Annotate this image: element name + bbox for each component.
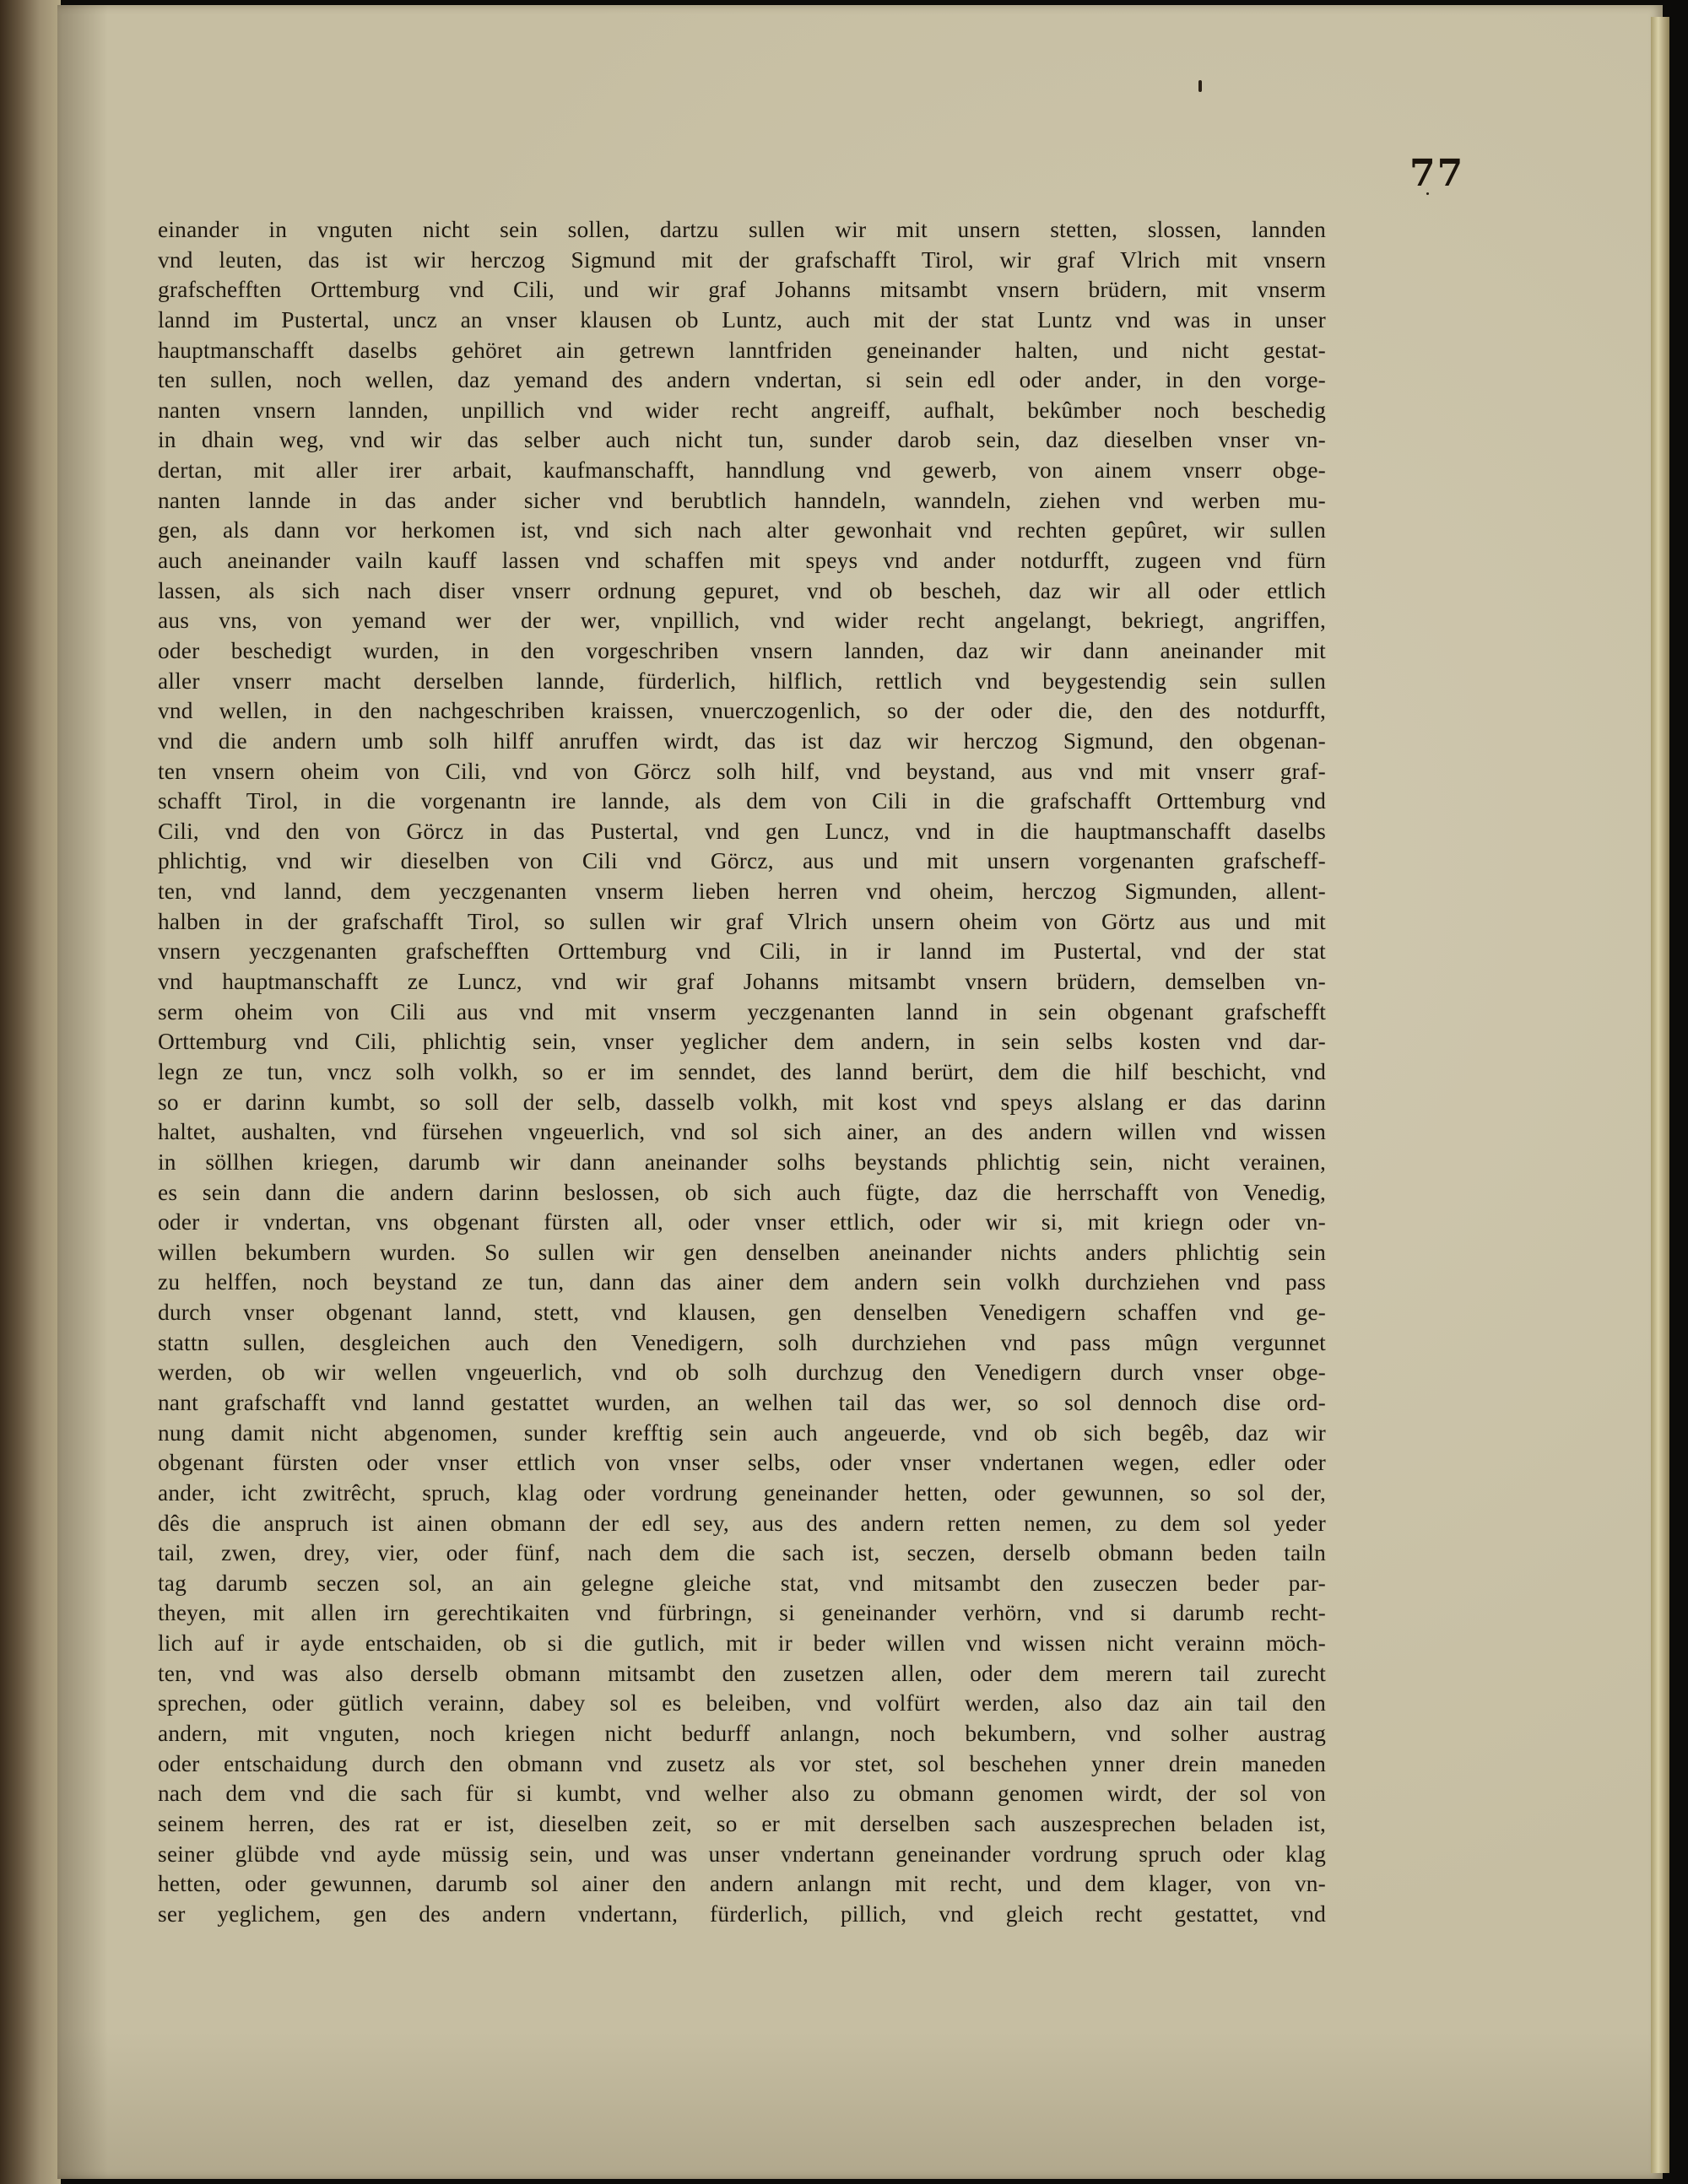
- text-line: legn ze tun, vncz solh volkh, so er im senndet, des lannd berürt, dem die hilf beschicht, vnd: [158, 1058, 1326, 1084]
- text-line: seiner glübde vnd ayde müssig sein, und was unser vndertann geneinander vordrung spruch oder klag: [158, 1841, 1326, 1867]
- text-line: nanten vnsern lannden, unpillich vnd wider recht angreiff, aufhalt, bekûmber noch beschedig: [158, 397, 1326, 423]
- text-line: lassen, als sich nach diser vnserr ordnung gepuret, vnd ob bescheh, daz wir all oder ettlich: [158, 577, 1326, 603]
- text-line: hauptmanschafft daselbs gehöret ain getrewn lanntfriden geneinander halten, und nicht gestat-: [158, 337, 1326, 363]
- text-line: so er darinn kumbt, so soll der selb, dasselb volkh, mit kost vnd speys alslang er das darinn: [158, 1089, 1326, 1115]
- text-line: dês die anspruch ist ainen obmann der edl sey, aus des andern retten nemen, zu dem sol yeder: [158, 1510, 1326, 1536]
- text-line: sprechen, oder gütlich verainn, dabey sol es beleiben, vnd volfürt werden, also daz ain tail den: [158, 1690, 1326, 1716]
- text-line: ander, icht zwitrêcht, spruch, klag oder vordrung geneinander hetten, oder gewunnen, so sol der,: [158, 1479, 1326, 1506]
- text-line: ten vnsern oheim von Cili, vnd von Görcz solh hilf, vnd beystand, aus vnd mit vnserr graf-: [158, 758, 1326, 784]
- ink-speck: [1198, 80, 1202, 92]
- page-number: 77: [1409, 152, 1465, 195]
- text-line: ten sullen, noch wellen, daz yemand des andern vndertan, si sein edl oder ander, in den vorge-: [158, 367, 1326, 393]
- text-line: tag darumb seczen sol, an ain gelegne gleiche stat, vnd mitsambt den zuseczen beder par-: [158, 1570, 1326, 1596]
- text-line: Orttemburg vnd Cili, phlichtig sein, vnser yeglicher dem andern, in sein selbs kosten vnd dar-: [158, 1029, 1326, 1055]
- text-line: aus vns, von yemand wer der wer, vnpillich, vnd wider recht angelangt, bekriegt, angriffen,: [158, 608, 1326, 634]
- text-line: andern, mit vnguten, noch kriegen nicht bedurff anlangn, noch bekumbern, vnd solher austrag: [158, 1721, 1326, 1747]
- text-line: ten, vnd was also derselb obmann mitsambt den zusetzen allen, oder dem merern tail zurecht: [158, 1660, 1326, 1686]
- text-line: oder beschedigt wurden, in den vorgeschriben vnsern lannden, daz wir dann aneinander mit: [158, 637, 1326, 663]
- text-line: dertan, mit aller irer arbait, kaufmanschafft, hanndlung vnd gewerb, von ainem vnserr obge-: [158, 457, 1326, 484]
- text-line: phlichtig, vnd wir dieselben von Cili vnd Görcz, aus und mit unsern vorgenanten grafscheff-: [158, 848, 1326, 874]
- text-line: oder ir vndertan, vns obgenant fürsten all, oder vnser ettlich, oder wir si, mit kriegn oder vn-: [158, 1209, 1326, 1235]
- text-line: willen bekumbern wurden. So sullen wir gen denselben aneinander nichts anders phlichtig sein: [158, 1239, 1326, 1265]
- text-line: halben in der grafschafft Tirol, so sullen wir graf Vlrich unsern oheim von Görtz aus und mit: [158, 908, 1326, 934]
- text-line: Cili, vnd den von Görcz in das Pustertal, vnd gen Luncz, vnd in die hauptmanschafft daselbs: [158, 818, 1326, 844]
- text-line: nach dem vnd die sach für si kumbt, vnd welher also zu obmann genomen wirdt, der sol von: [158, 1781, 1326, 1807]
- book-spine: [0, 0, 61, 2184]
- text-line: hetten, oder gewunnen, darumb sol ainer den andern anlangn mit recht, und dem klager, von vn-: [158, 1871, 1326, 1897]
- text-line: grafschefften Orttemburg vnd Cili, und wir graf Johanns mitsambt vnsern brüdern, mit vnserm: [158, 277, 1326, 303]
- text-line: stattn sullen, desgleichen auch den Venedigern, solh durchziehen vnd pass mûgn vergunnet: [158, 1329, 1326, 1355]
- text-line: theyen, mit allen irn gerechtikaiten vnd fürbringn, si geneinander verhörn, vnd si darumb recht-: [158, 1600, 1326, 1626]
- text-line: es sein dann die andern darinn beslossen, ob sich auch fügte, daz die herrschafft von Venedig,: [158, 1179, 1326, 1205]
- text-line: serm oheim von Cili aus vnd mit vnserm yeczgenanten lannd in sein obgenant grafschefft: [158, 998, 1326, 1024]
- text-line: zu helffen, noch beystand ze tun, dann das ainer dem andern sein volkh durchziehen vnd pass: [158, 1269, 1326, 1295]
- text-line: vnd wellen, in den nachgeschriben kraissen, vnuerczogenlich, so der oder die, den des notdurfft,: [158, 698, 1326, 724]
- text-line: nant grafschafft vnd lannd gestattet wurden, an welhen tail das wer, so sol dennoch dise ord-: [158, 1389, 1326, 1415]
- text-line: vnd leuten, das ist wir herczog Sigmund mit der grafschafft Tirol, wir graf Vlrich mit vnsern: [158, 246, 1326, 273]
- text-line: in söllhen kriegen, darumb wir dann aneinander solhs beystands phlichtig sein, nicht verainen,: [158, 1149, 1326, 1175]
- text-line: werden, ob wir wellen vngeuerlich, vnd ob solh durchzug den Venedigern durch vnser obge-: [158, 1360, 1326, 1386]
- text-line: tail, zwen, drey, vier, oder fünf, nach dem die sach ist, seczen, derselb obmann beden tailn: [158, 1540, 1326, 1566]
- text-line: ten, vnd lannd, dem yeczgenanten vnserm lieben herren vnd oheim, herczog Sigmunden, allent-: [158, 878, 1326, 905]
- text-line: lannd im Pustertal, uncz an vnser klausen ob Luntz, auch mit der stat Luntz vnd was in unser: [158, 306, 1326, 332]
- text-line: vnd hauptmanschafft ze Luncz, vnd wir graf Johanns mitsambt vnsern brüdern, demselben vn-: [158, 969, 1326, 995]
- text-line: aller vnserr macht derselben lannde, fürderlich, hilflich, rettlich vnd beygestendig sein sullen: [158, 668, 1326, 694]
- text-line: schafft Tirol, in die vorgenantn ire lannde, als dem von Cili in die grafschafft Orttemburg vnd: [158, 788, 1326, 814]
- body-text: [158, 215, 1326, 1930]
- text-line: auch aneinander vailn kauff lassen vnd schaffen mit speys vnd ander notdurfft, zugeen vnd fürn: [158, 548, 1326, 574]
- page-edge: [1651, 17, 1669, 2173]
- text-line: haltet, aushalten, vnd fürsehen vngeuerlich, vnd sol sich ainer, an des andern willen vnd wissen: [158, 1119, 1326, 1145]
- text-line: oder entschaidung durch den obmann vnd zusetz als vor stet, sol beschehen ynner drein maneden: [158, 1750, 1326, 1776]
- text-line: nanten lannde in das ander sicher vnd berubtlich hanndeln, wanndeln, ziehen vnd werben mu-: [158, 487, 1326, 513]
- text-line: nung damit nicht abgenomen, sunder krefftig sein auch angeuerde, vnd ob sich begêb, daz wir: [158, 1419, 1326, 1446]
- text-line: vnd die andern umb solh hilff anruffen wirdt, das ist daz wir herczog Sigmund, den obgenan-: [158, 727, 1326, 754]
- text-line: gen, als dann vor herkomen ist, vnd sich nach alter gewonhait vnd rechten gepûret, wir sullen: [158, 517, 1326, 543]
- text-line: seinem herren, des rat er ist, dieselben zeit, so er mit derselben sach auszesprechen beladen ist,: [158, 1810, 1326, 1836]
- text-line: obgenant fürsten oder vnser ettlich von vnser selbs, oder vnser vndertanen wegen, edler oder: [158, 1450, 1326, 1476]
- text-line: einander in vnguten nicht sein sollen, dartzu sullen wir mit unsern stetten, slossen, lannden: [158, 217, 1326, 242]
- text-line: lich auf ir ayde entschaiden, ob si die gutlich, mit ir beder willen vnd wissen nicht verainn möch-: [158, 1630, 1326, 1657]
- text-line: ser yeglichem, gen des andern vndertann, fürderlich, pillich, vnd gleich recht gestattet, vnd: [158, 1900, 1326, 1927]
- text-line: in dhain weg, vnd wir das selber auch nicht tun, sunder darob sein, daz dieselben vnser vn-: [158, 427, 1326, 453]
- text-line: vnsern yeczgenanten grafschefften Orttemburg vnd Cili, in ir lannd im Pustertal, vnd der stat: [158, 938, 1326, 965]
- text-line: durch vnser obgenant lannd, stett, vnd klausen, gen denselben Venedigern schaffen vnd ge-: [158, 1300, 1326, 1326]
